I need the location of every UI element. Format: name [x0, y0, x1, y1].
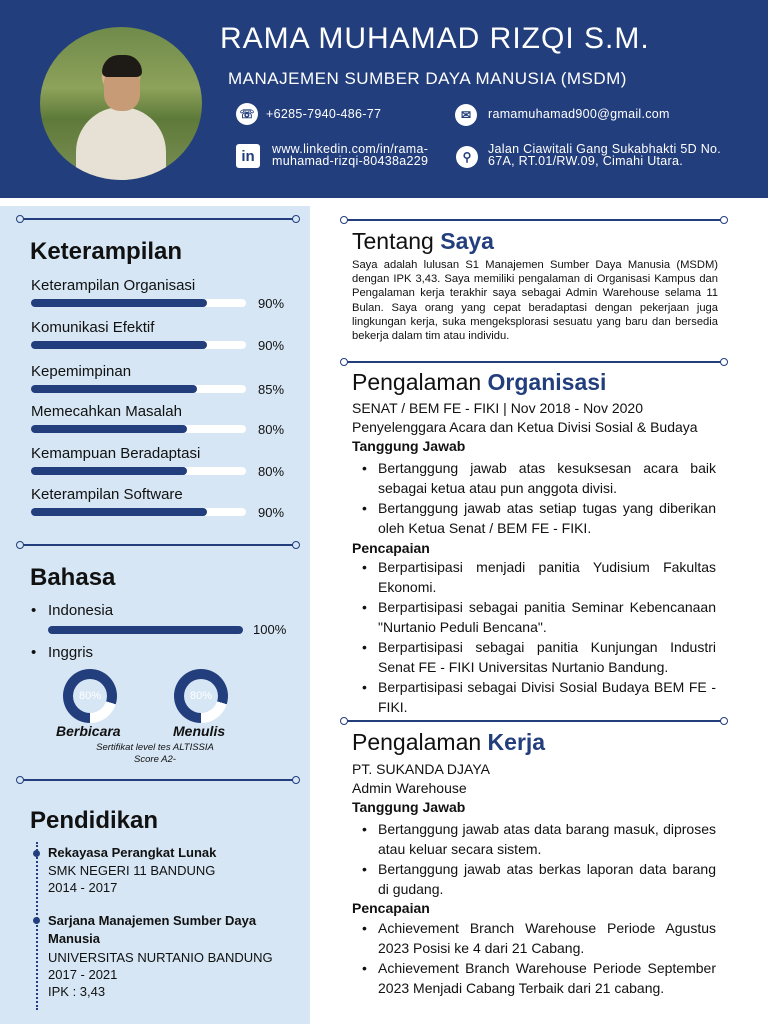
skill-percent: 80%	[258, 422, 285, 437]
phone-number[interactable]: +6285-7940-486-77	[266, 107, 382, 121]
skill-label: Keterampilan Software	[31, 486, 183, 503]
languages-title: Bahasa	[30, 564, 116, 591]
education-degree: Sarjana Manajemen Sumber Daya Manusia	[48, 913, 257, 946]
list-item: • Bertanggung jawab atas kesuksesan acara baik sebagai ketua atau pun anggota divisi.	[352, 458, 716, 498]
mail-icon: ✉	[455, 104, 477, 126]
language-percent-indonesia: 100%	[253, 622, 287, 637]
work-company: PT. SUKANDA DJAYA	[352, 761, 490, 777]
skill-percent: 90%	[258, 338, 285, 353]
organization-responsibilities	[352, 458, 716, 538]
skill-label: Memecahkan Masalah	[31, 403, 182, 420]
skill-bar-fill	[31, 299, 207, 307]
skill-label: Komunikasi Efektif	[31, 319, 155, 336]
skill-label: Kemampuan Beradaptasi	[31, 445, 201, 462]
skill-percent: 90%	[258, 296, 285, 311]
education-title: Pendidikan	[30, 807, 159, 834]
skill-bar-fill	[31, 385, 197, 393]
skills-title: Keterampilan	[30, 238, 183, 265]
list-item: • Bertanggung jawab atas data barang masuk, diproses atau keluar secara sistem.	[352, 819, 716, 859]
work-ach-label: Pencapaian	[352, 900, 430, 916]
phone-icon: ☏	[236, 103, 258, 125]
linkedin-icon: in	[236, 144, 260, 168]
education-gpa: IPK : 3,43	[48, 984, 106, 999]
list-item: • Berpartisipasi sebagai Divisi Sosial Budaya BEM FE - FIKI.	[352, 677, 716, 717]
skill-bar-fill	[31, 341, 207, 349]
education-years: 2014 - 2017	[48, 880, 118, 895]
organization-name: SENAT / BEM FE - FIKI | Nov 2018 - Nov 2020	[352, 400, 643, 416]
list-item: • Bertanggung jawab atas berkas laporan data barang di gudang.	[352, 859, 716, 899]
skill-bar	[31, 385, 246, 393]
email-address[interactable]: ramamuhamad900@gmail.com	[488, 107, 670, 121]
divider	[344, 720, 724, 722]
list-item: • Berpartisipasi sebagai panitia Seminar Kebencanaan "Nurtanio Peduli Bencana".	[352, 597, 716, 637]
skill-bar	[31, 299, 246, 307]
timeline-line	[36, 842, 38, 1010]
divider	[20, 218, 296, 220]
skill-bar-fill	[31, 508, 207, 516]
divider	[20, 544, 296, 546]
skill-percent: 90%	[258, 505, 285, 520]
location-icon: ⚲	[456, 146, 478, 168]
skill-percent: 85%	[258, 382, 285, 397]
work-responsibilities	[352, 819, 716, 899]
organization-resp-label: Tanggung Jawab	[352, 438, 466, 454]
language-bar-indonesia	[48, 626, 243, 634]
certificate-note: Sertifikat level tes ALTISSIA Score A2-	[96, 742, 214, 765]
work-position: Admin Warehouse	[352, 780, 467, 796]
speaking-ring: 80%	[63, 669, 117, 723]
skill-label: Kepemimpinan	[31, 363, 132, 380]
organization-position: Penyelenggara Acara dan Ketua Divisi Sosial & Budaya	[352, 419, 698, 435]
writing-label: Menulis	[173, 723, 226, 739]
skill-bar-fill	[31, 467, 187, 475]
skill-percent: 80%	[258, 464, 285, 479]
work-title: Pengalaman Kerja	[352, 729, 546, 755]
about-text: Saya adalah lulusan S1 Manajemen Sumber Daya Manusia (MSDM) dengan IPK 3,43. Saya memiliki pengalaman di Organisasi Kampus dan Pengalaman kerja terakhir saya sebagai Admin Warehouse selama 11 Bulan. Saya orang yang cepat beradaptasi dengan pekerjaan juga lingkungan kerja, suka mengeksplorasi sesuatu yang baru dan bersedia bekerja dalam tim atau individu.	[352, 259, 718, 343]
linkedin-url[interactable]: www.linkedin.com/in/rama- muhamad-rizqi-80438a229	[272, 142, 429, 168]
list-item: • Berpartisipasi menjadi panitia Yudisium Fakultas Ekonomi.	[352, 557, 716, 597]
skill-bar	[31, 508, 246, 516]
divider	[344, 361, 724, 363]
about-title: Tentang Saya	[352, 228, 494, 254]
skill-bar	[31, 425, 246, 433]
speaking-label: Berbicara	[56, 723, 121, 739]
list-item: • Achievement Branch Warehouse Periode September 2023 Menjadi Cabang Terbaik dari 21 cabang.	[352, 958, 716, 998]
organization-ach-label: Pencapaian	[352, 540, 430, 556]
skill-bar	[31, 467, 246, 475]
education-school: UNIVERSITAS NURTANIO BANDUNG	[48, 950, 273, 965]
job-title: MANAJEMEN SUMBER DAYA MANUSIA (MSDM)	[228, 69, 627, 88]
divider	[20, 779, 296, 781]
list-item: • Bertanggung jawab atas setiap tugas yang diberikan oleh Ketua Senat / BEM FE - FIKI.	[352, 498, 716, 538]
list-item: • Achievement Branch Warehouse Periode Agustus 2023 Posisi ke 4 dari 21 Cabang.	[352, 918, 716, 958]
full-name: RAMA MUHAMAD RIZQI S.M.	[220, 22, 650, 55]
organization-title: Pengalaman Organisasi	[352, 369, 607, 395]
education-school: SMK NEGERI 11 BANDUNG	[48, 863, 216, 878]
writing-ring: 80%	[174, 669, 228, 723]
header	[0, 0, 768, 198]
education-degree: Rekayasa Perangkat Lunak	[48, 845, 217, 860]
timeline-dot	[33, 850, 40, 857]
address: Jalan Ciawitali Gang Sukabhakti 5D No. 67A, RT.01/RW.09, Cimahi Utara.	[488, 142, 722, 168]
skill-bar	[31, 341, 246, 349]
skill-bar-fill	[31, 425, 187, 433]
profile-photo	[40, 27, 202, 180]
skill-label: Keterampilan Organisasi	[31, 277, 196, 294]
education-years: 2017 - 2021	[48, 967, 118, 982]
organization-achievements	[352, 557, 716, 717]
work-achievements	[352, 918, 716, 998]
list-item: • Berpartisipasi sebagai panitia Kunjungan Industri Senat FE - FIKI Universitas Nurtanio Bandung.	[352, 637, 716, 677]
work-resp-label: Tanggung Jawab	[352, 799, 466, 815]
timeline-dot	[33, 917, 40, 924]
divider	[344, 219, 724, 221]
